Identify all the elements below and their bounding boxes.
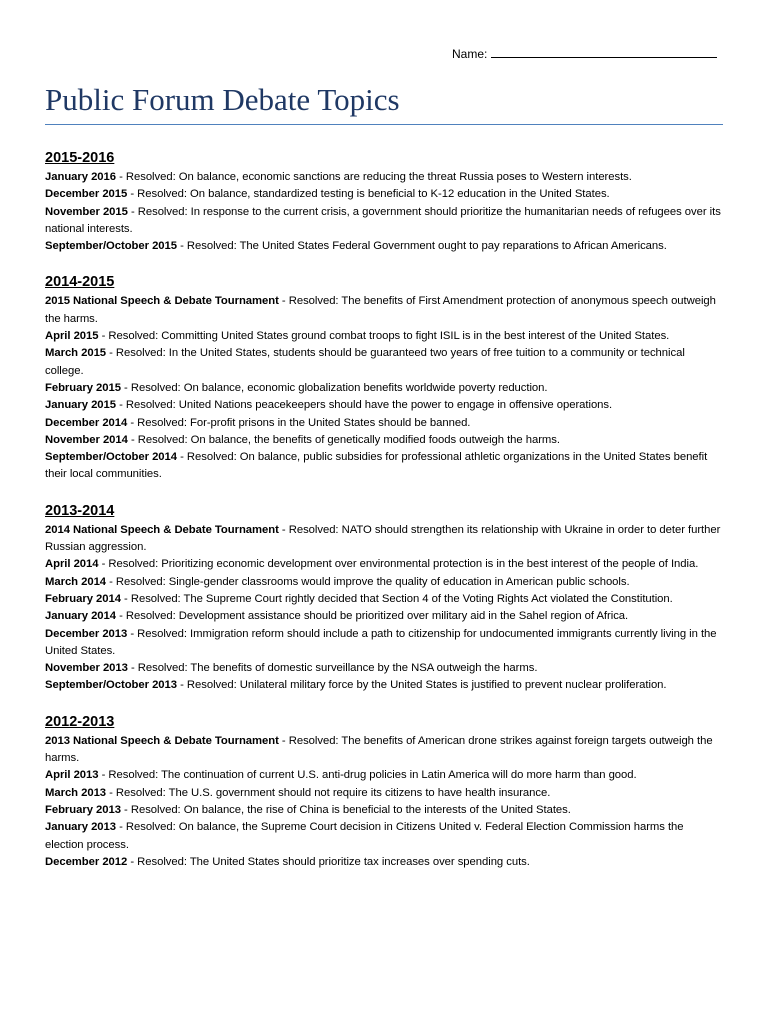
topic-date: November 2013 xyxy=(45,662,128,675)
topic-text: - Resolved: In the United States, students should be guaranteed two years of free tuition to a community or technical college. xyxy=(45,347,685,377)
topic-text: - Resolved: Single-gender classrooms would improve the quality of education in American public schools. xyxy=(106,575,630,588)
topic-entry xyxy=(45,677,725,694)
topic-entry xyxy=(45,449,725,484)
topic-date: 2014 National Speech & Debate Tournament xyxy=(45,523,279,536)
topic-entry xyxy=(45,591,725,608)
topic-date: February 2014 xyxy=(45,592,121,605)
topic-date: April 2014 xyxy=(45,558,99,571)
topic-date: September/October 2014 xyxy=(45,451,178,464)
topic-entry xyxy=(45,522,725,557)
topic-date: March 2014 xyxy=(45,575,107,588)
topic-date: November 2015 xyxy=(45,205,128,218)
topic-text: - Resolved: On balance, the Supreme Court decision in Citizens United v. Federal Election Commission harms the election process. xyxy=(45,821,684,851)
topic-entry xyxy=(45,556,725,573)
section-2012-2013 xyxy=(45,713,725,871)
topic-date: December 2013 xyxy=(45,627,128,640)
topic-text: - Resolved: Prioritizing economic development over environmental protection is in the best interest of the people of India. xyxy=(98,558,699,571)
topic-entry xyxy=(45,397,725,414)
topic-entry xyxy=(45,238,725,255)
topic-text: - Resolved: Unilateral military force by the United States is justified to prevent nuclear proliferation. xyxy=(177,679,667,692)
topic-text: - Resolved: United Nations peacekeepers should have the power to engage in offensive operations. xyxy=(116,399,613,412)
name-blank-line xyxy=(491,47,717,58)
topic-entry xyxy=(45,574,725,591)
topic-text: - Resolved: On balance, the rise of China is beneficial to the interests of the United States. xyxy=(120,803,571,816)
topic-entry xyxy=(45,802,725,819)
topic-entry xyxy=(45,626,725,661)
topic-text: - Resolved: On balance, standardized testing is beneficial to K-12 education in the United States. xyxy=(127,188,610,201)
topic-entry xyxy=(45,854,725,871)
topic-date: 2013 National Speech & Debate Tournament xyxy=(45,734,279,747)
section-year: 2014-2015 xyxy=(45,274,115,291)
topic-text: - Resolved: NATO should strengthen its relationship with Ukraine in order to deter further Russian aggression. xyxy=(45,523,721,554)
topic-entry xyxy=(45,767,725,784)
topic-entry xyxy=(45,293,725,328)
topic-text: - Resolved: For-profit prisons in the United States should be banned. xyxy=(127,416,471,429)
topic-date: January 2015 xyxy=(45,399,116,412)
name-label: Name: xyxy=(452,47,488,61)
topics-list xyxy=(45,149,725,889)
topic-text: - Resolved: The Supreme Court rightly decided that Section 4 of the Voting Rights Act violated the Constitution. xyxy=(120,592,673,605)
topic-text: - Resolved: Immigration reform should include a path to citizenship for undocumented immigrants currently living in the United States. xyxy=(45,627,717,657)
section-year: 2013-2014 xyxy=(45,502,115,519)
topic-entry xyxy=(45,186,725,203)
topic-date: December 2015 xyxy=(45,188,128,201)
topic-date: March 2013 xyxy=(45,786,107,799)
topic-date: February 2013 xyxy=(45,803,121,816)
topic-date: 2015 National Speech & Debate Tournament xyxy=(45,295,279,308)
topic-text: - Resolved: The United States Federal Government ought to pay reparations to African Americans. xyxy=(177,240,667,253)
topic-text: - Resolved: On balance, the benefits of genetically modified foods outweigh the harms. xyxy=(127,433,560,446)
topic-entry xyxy=(45,169,725,186)
topic-text: - Resolved: Committing United States ground combat troops to fight ISIL is in the best interest of the United States. xyxy=(98,330,670,343)
topic-entry xyxy=(45,785,725,802)
title-divider xyxy=(45,124,723,125)
topic-text: - Resolved: The benefits of First Amendment protection of anonymous speech outweigh the harms. xyxy=(45,295,716,325)
topic-text: - Resolved: The benefits of American drone strikes against foreign targets outweigh the harms. xyxy=(45,734,713,765)
topic-entry xyxy=(45,660,725,677)
topic-date: December 2014 xyxy=(45,416,128,429)
topic-entry xyxy=(45,380,725,397)
name-field xyxy=(452,47,717,61)
topic-date: January 2016 xyxy=(45,171,116,183)
topic-text: - Resolved: On balance, economic globalization benefits worldwide poverty reduction. xyxy=(120,381,548,394)
topic-entry xyxy=(45,415,725,432)
section-2014-2015 xyxy=(45,273,725,483)
topic-entry xyxy=(45,733,725,768)
topic-text: - Resolved: Development assistance should be prioritized over military aid in the Sahel region of Africa. xyxy=(116,610,629,623)
topic-date: February 2015 xyxy=(45,381,121,394)
topic-text: - Resolved: The U.S. government should not require its citizens to have health insurance. xyxy=(106,786,551,799)
section-2015-2016 xyxy=(45,149,725,255)
topic-date: January 2014 xyxy=(45,610,116,623)
topic-text: - Resolved: The United States should prioritize tax increases over spending cuts. xyxy=(127,855,530,868)
topic-date: April 2015 xyxy=(45,330,99,343)
topic-entry xyxy=(45,432,725,449)
topic-text: - Resolved: The benefits of domestic surveillance by the NSA outweigh the harms. xyxy=(127,662,538,675)
section-2013-2014 xyxy=(45,502,725,695)
topic-date: September/October 2013 xyxy=(45,679,178,692)
topic-text: - Resolved: On balance, economic sanctions are reducing the threat Russia poses to Western interests. xyxy=(116,171,632,183)
topic-date: November 2014 xyxy=(45,433,128,446)
topic-date: September/October 2015 xyxy=(45,240,178,253)
topic-date: January 2013 xyxy=(45,821,116,834)
topic-text: - Resolved: In response to the current crisis, a government should prioritize the humanitarian needs of refugees over its national interests. xyxy=(45,205,721,235)
topic-entry xyxy=(45,345,725,380)
topic-entry xyxy=(45,608,725,625)
topic-entry xyxy=(45,819,725,854)
topic-date: April 2013 xyxy=(45,769,99,782)
page-title: Public Forum Debate Topics xyxy=(45,82,400,117)
topic-date: March 2015 xyxy=(45,347,107,360)
section-year: 2012-2013 xyxy=(45,713,115,730)
topic-text: - Resolved: On balance, public subsidies for professional athletic organizations in the United States benefit their local communities. xyxy=(45,451,708,481)
topic-entry xyxy=(45,204,725,239)
section-year: 2015-2016 xyxy=(45,150,115,166)
topic-text: - Resolved: The continuation of current U.S. anti-drug policies in Latin America will do more harm than good. xyxy=(98,769,637,782)
topic-date: December 2012 xyxy=(45,855,128,868)
topic-entry xyxy=(45,328,725,345)
